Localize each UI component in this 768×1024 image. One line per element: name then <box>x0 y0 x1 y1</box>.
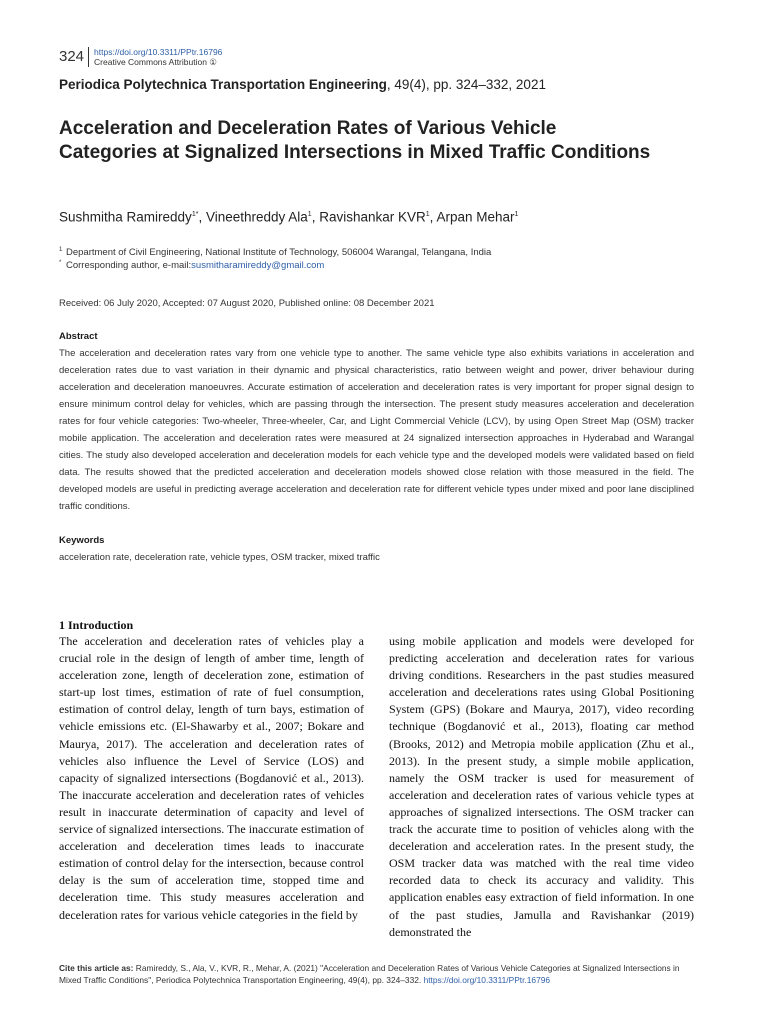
author-name: Sushmitha Ramireddy <box>59 209 192 225</box>
header-divider <box>88 47 89 67</box>
affiliations <box>59 246 491 272</box>
author-separator: , <box>311 209 320 225</box>
keywords-text: acceleration rate, deceleration rate, vehicle types, OSM tracker, mixed traffic <box>59 552 380 563</box>
author-name: Ravishankar KVR <box>319 209 426 225</box>
affiliation-mark: 1 <box>59 247 63 253</box>
email-link[interactable]: susmitharamireddy@gmail.com <box>191 260 325 271</box>
abstract-heading: Abstract <box>59 331 98 342</box>
citation-text: Ramireddy, S., Ala, V., KVR, R., Mehar, A. (2021) "Acceleration and Deceleration Rates of Various Vehicle Categories at Signalized Intersections in Mixed Traffic Conditions", Periodica Polytechnica Transportation Engineering, 49(4), pp. 324–332. <box>59 963 680 985</box>
author-affiliation-mark: 1* <box>191 211 199 218</box>
body-column-right: using mobile application and models were developed for predicting acceleration and deceleration rates for various driving conditions. Researchers in the past studies measured acceleration and decelerations rates using Global Positioning System (GPS) (Bokare and Maurya, 2017), video recording technique (Bogdanović et al., 2013), floating car method (Brooks, 2012) and Metropia mobile application (Zhu et al., 2013). In the present study, a simple mobile application, namely the OSM tracker is used for measurement of acceleration and deceleration rates of various vehicle types at approaches of signalized intersections. The OSM tracker can track the accurate time to position of vehicles along with the deceleration and acceleration rates. In the present study, the OSM tracker data was matched with the real time video recorded data to check its accuracy and validity. This application enables easy extraction of field information. In one of the past studies, Jamulla and Ravishankar (2019) demonstrated the <box>389 634 694 939</box>
author-affiliation-mark: 1 <box>307 211 312 218</box>
abstract-text: The acceleration and deceleration rates vary from one vehicle type to another. The same vehicle type also exhibits variations in acceleration and deceleration rates due to vast variation in their dynamic and physical characteristics, ratio between weight and power, driver behaviour during acceleration and deceleration manoeuvres. Accurate estimation of acceleration and deceleration rates is very important for proper signal design to ensure minimum control delay for vehicles, which are passing through the intersection. The present study measures acceleration and deceleration rates for four vehicle categories: Two-wheeler, Three-wheeler, Car, and Light Commercial Vehicle (LCV), by using Open Street Map (OSM) tracker mobile application. The acceleration and deceleration rates were measured at 24 signalized intersection approaches in Hyderabad and Warangal cities. The study also developed acceleration and deceleration models for each vehicle type and the developed models were validated based on field data. The results showed that the predicted acceleration and deceleration models showed close relation with those measured in the field. The developed models are useful in predicting average acceleration and deceleration rate for different vehicle types under mixed and poor lane disciplined traffic conditions. <box>59 348 694 512</box>
page-header <box>59 46 222 68</box>
journal-citation <box>59 75 546 95</box>
author-affiliation-mark: 1 <box>425 211 430 218</box>
author-separator: , <box>429 209 437 225</box>
citation-label: Cite this article as: <box>59 963 134 973</box>
keywords-heading: Keywords <box>59 535 105 546</box>
author-list <box>59 205 518 228</box>
article-title: Acceleration and Deceleration Rates of Various Vehicle Categories at Signalized Intersections in Mixed Traffic Conditions <box>59 118 651 163</box>
publication-dates: Received: 06 July 2020, Accepted: 07 August 2020, Published online: 08 December 2021 <box>59 298 435 309</box>
author-name: Vineethreddy Ala <box>205 209 308 225</box>
author-separator: , <box>198 209 206 225</box>
citation-doi-link[interactable]: https://doi.org/10.3311/PPtr.16796 <box>423 975 551 985</box>
author-name: Arpan Mehar <box>436 209 515 225</box>
citation-footer <box>59 962 699 986</box>
page-number: 324 <box>59 48 85 65</box>
body-column-left: The acceleration and deceleration rates of vehicles play a crucial role in the design of length of amber time, length of acceleration zone, length of deceleration zone, estimation of start-up lost times, estimation of rate of fuel consumption, estimation of control delay, length of turn bays, estimation of vehicle emissions etc. (El-Shawarby et al., 2007; Bokare and Maurya, 2017). The acceleration and deceleration rates of vehicles also influence the Level of Service (LOS) and capacity of signalized intersections (Bogdanović et al., 2013). The inaccurate acceleration and deceleration rates of vehicles result in inaccurate determination of capacity and level of service of signalized intersections. The inaccurate estimation of acceleration and deceleration times leads to inaccurate estimation of control delay for the intersection, because control delay is the sum of acceleration time, stopped time and deceleration time. This study measures acceleration and deceleration rates for various vehicle categories in the field by <box>59 634 364 922</box>
header-meta <box>94 46 222 67</box>
author-affiliation-mark: 1 <box>514 211 519 218</box>
affiliation-line <box>59 246 491 259</box>
section-heading-introduction: 1 Introduction <box>59 618 134 632</box>
corresponding-author-line <box>59 259 491 272</box>
doi-link[interactable]: https://doi.org/10.3311/PPtr.16796 <box>94 47 223 57</box>
license-text: Creative Commons Attribution ① <box>94 57 217 67</box>
affiliation-text: Department of Civil Engineering, National Institute of Technology, 506004 Warangal, Telangana, India <box>66 247 492 258</box>
journal-name: Periodica Polytechnica Transportation Engineering <box>59 77 387 92</box>
corresponding-mark: * <box>59 260 62 266</box>
journal-details: , 49(4), pp. 324–332, 2021 <box>386 77 546 92</box>
corresponding-prefix: Corresponding author, e-mail: <box>66 260 192 271</box>
